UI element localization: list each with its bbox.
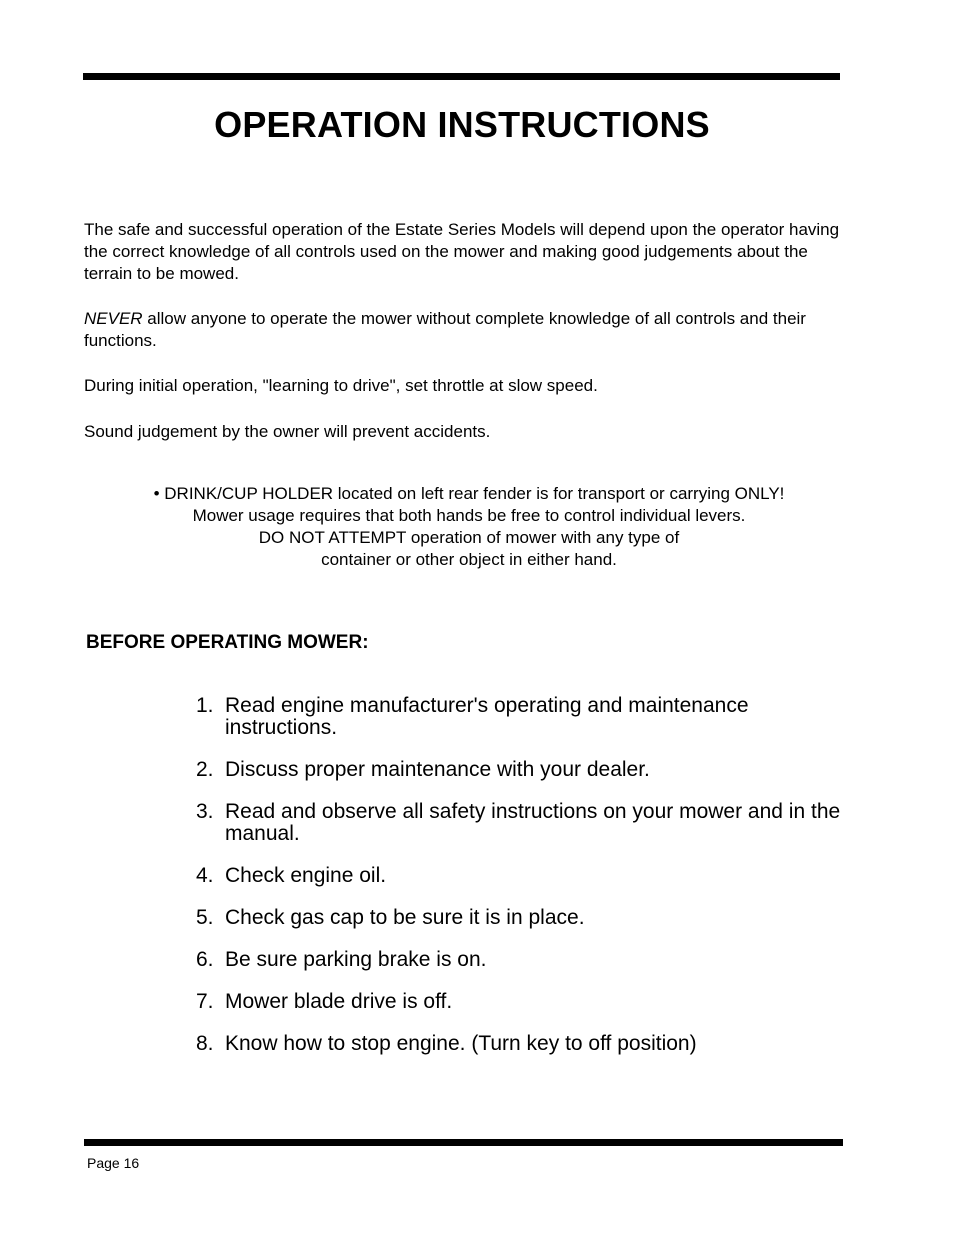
intro-paragraph-4: Sound judgement by the owner will prevent accidents. <box>84 422 491 441</box>
step-text: Know how to stop engine. (Turn key to off position) <box>225 1032 697 1055</box>
step-number: 1. <box>196 694 214 717</box>
bottom-rule <box>84 1139 843 1146</box>
step-text: Read and observe all safety instructions on your mower and in the manual. <box>225 800 841 845</box>
list-item <box>196 759 846 781</box>
step-number: 6. <box>196 948 214 971</box>
steps-list <box>196 695 846 1075</box>
list-item <box>196 907 846 929</box>
intro-paragraph-2 <box>84 308 842 352</box>
step-text: Check engine oil. <box>225 864 387 887</box>
never-emphasis: NEVER <box>84 309 143 328</box>
cup-holder-notice <box>84 483 854 571</box>
page-number: Page 16 <box>87 1155 140 1171</box>
step-text: Check gas cap to be sure it is in place. <box>225 906 585 929</box>
step-number: 4. <box>196 864 214 887</box>
list-item <box>196 949 846 971</box>
intro-paragraph-2-text: allow anyone to operate the mower without complete knowledge of all controls and their functions. <box>84 309 806 350</box>
section-heading: BEFORE OPERATING MOWER: <box>86 632 369 653</box>
notice-line-1: • DRINK/CUP HOLDER located on left rear fender is for transport or carrying ONLY! <box>153 484 785 503</box>
notice-line-2: Mower usage requires that both hands be free to control individual levers. <box>192 506 746 525</box>
step-number: 3. <box>196 800 214 823</box>
notice-line-3: DO NOT ATTEMPT operation of mower with any type of <box>258 528 680 547</box>
list-item <box>196 695 846 739</box>
list-item <box>196 865 846 887</box>
intro-paragraph-1: The safe and successful operation of the Estate Series Models will depend upon the operator having the correct knowledge of all controls used on the mower and making good judgements about the terrain to be mowed. <box>84 220 840 283</box>
step-text: Be sure parking brake is on. <box>225 948 487 971</box>
list-item <box>196 1033 846 1055</box>
notice-line-4: container or other object in either hand. <box>321 550 617 569</box>
page-title: OPERATION INSTRUCTIONS <box>214 104 710 145</box>
step-number: 5. <box>196 906 214 929</box>
list-item <box>196 801 846 845</box>
step-number: 8. <box>196 1032 214 1055</box>
top-rule <box>83 73 840 80</box>
step-text: Read engine manufacturer's operating and maintenance instructions. <box>225 694 749 739</box>
list-item <box>196 991 846 1013</box>
step-number: 2. <box>196 758 214 781</box>
intro-paragraph-3: During initial operation, "learning to drive", set throttle at slow speed. <box>84 376 598 395</box>
step-text: Mower blade drive is off. <box>225 990 453 1013</box>
step-text: Discuss proper maintenance with your dealer. <box>225 758 650 781</box>
step-number: 7. <box>196 990 214 1013</box>
